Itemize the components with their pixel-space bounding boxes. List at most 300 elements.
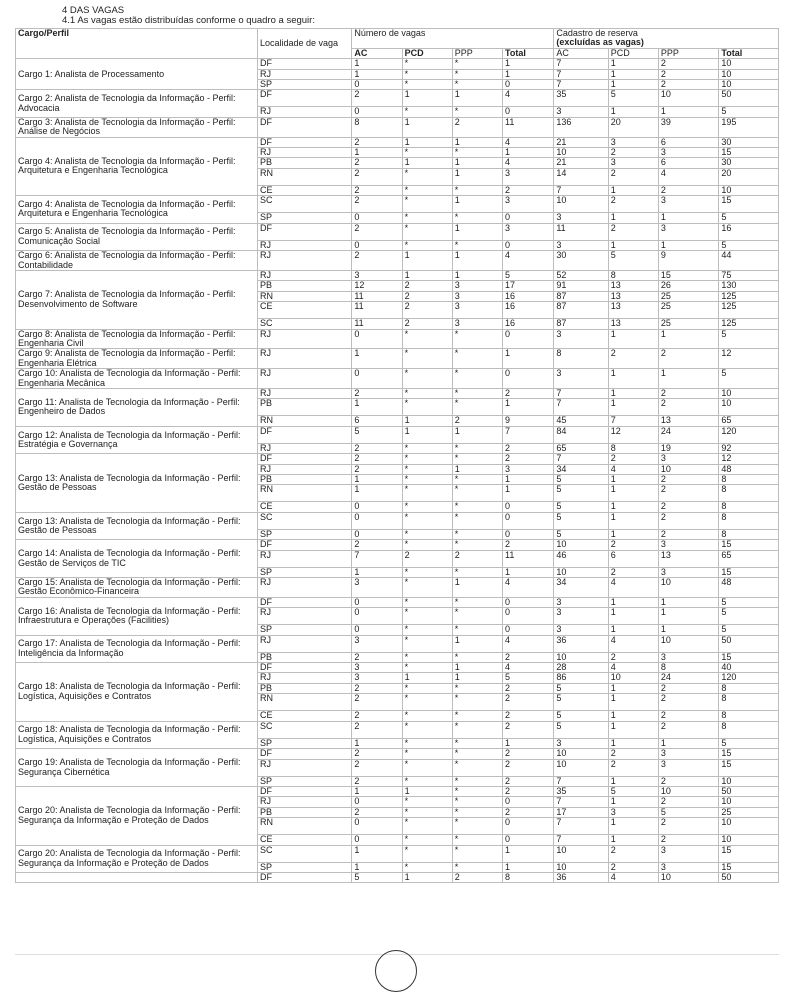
table-row xyxy=(16,196,779,213)
value-cell: * xyxy=(452,759,502,776)
localidade-cell: DF xyxy=(258,540,352,550)
value-cell: 5 xyxy=(554,475,608,485)
cargo-cell: Cargo 18: Analista de Tecnologia da Informação - Perfil: Logística, Aquisições e Contratos xyxy=(16,663,258,722)
value-cell: * xyxy=(452,388,502,398)
value-cell: * xyxy=(452,683,502,693)
value-cell: * xyxy=(402,797,452,807)
value-cell: * xyxy=(452,652,502,662)
localidade-cell: RJ xyxy=(258,550,352,567)
localidade-cell: DF xyxy=(258,786,352,796)
value-cell: * xyxy=(452,818,502,835)
value-cell: 2 xyxy=(608,749,658,759)
value-cell: 30 xyxy=(719,137,779,147)
value-cell: * xyxy=(452,240,502,250)
value-cell: 10 xyxy=(719,69,779,79)
value-cell: 13 xyxy=(658,416,719,426)
value-cell: 0 xyxy=(352,107,402,117)
value-cell: 3 xyxy=(352,673,402,683)
value-cell: * xyxy=(452,540,502,550)
value-cell: * xyxy=(452,148,502,158)
value-cell: 1 xyxy=(452,270,502,280)
cargo-cell: Cargo 1: Analista de Processamento xyxy=(16,59,258,90)
value-cell: 1 xyxy=(452,196,502,213)
value-cell: 2 xyxy=(352,464,402,474)
localidade-cell: DF xyxy=(258,872,352,882)
value-cell: 120 xyxy=(719,426,779,443)
value-cell: 0 xyxy=(352,80,402,90)
value-cell: 1 xyxy=(608,388,658,398)
table-row xyxy=(16,349,779,369)
localidade-cell: PB xyxy=(258,475,352,485)
localidade-cell: RJ xyxy=(258,251,352,271)
localidade-cell: RJ xyxy=(258,673,352,683)
table-row xyxy=(16,117,779,137)
value-cell: 1 xyxy=(608,529,658,539)
table-row xyxy=(16,749,779,759)
value-cell: 15 xyxy=(719,567,779,577)
value-cell: 0 xyxy=(352,512,402,529)
value-cell: 2 xyxy=(658,694,719,711)
localidade-cell: RJ xyxy=(258,608,352,625)
value-cell: 1 xyxy=(352,567,402,577)
value-cell: 1 xyxy=(402,786,452,796)
table-row xyxy=(16,426,779,443)
value-cell: 36 xyxy=(554,872,608,882)
value-cell: 1 xyxy=(503,59,554,69)
value-cell: 8 xyxy=(658,663,719,673)
value-cell: 3 xyxy=(554,597,608,607)
localidade-cell: RJ xyxy=(258,797,352,807)
value-cell: 13 xyxy=(658,550,719,567)
value-cell: 10 xyxy=(658,90,719,107)
localidade-cell: PB xyxy=(258,652,352,662)
value-cell: 1 xyxy=(658,738,719,748)
value-cell: 5 xyxy=(554,529,608,539)
header-vagas-ac: AC xyxy=(352,48,402,58)
value-cell: 5 xyxy=(554,711,608,721)
section-title: 4 DAS VAGAS xyxy=(62,5,125,16)
value-cell: 0 xyxy=(503,818,554,835)
value-cell: 15 xyxy=(719,540,779,550)
value-cell: 1 xyxy=(658,107,719,117)
value-cell: 1 xyxy=(503,738,554,748)
value-cell: * xyxy=(452,711,502,721)
value-cell: 15 xyxy=(719,196,779,213)
value-cell: * xyxy=(402,608,452,625)
value-cell: 0 xyxy=(352,240,402,250)
value-cell: * xyxy=(402,663,452,673)
value-cell: 2 xyxy=(658,185,719,195)
localidade-cell: PB xyxy=(258,399,352,416)
localidade-cell: SC xyxy=(258,721,352,738)
value-cell: 1 xyxy=(608,625,658,635)
value-cell: 3 xyxy=(658,540,719,550)
value-cell: * xyxy=(402,776,452,786)
value-cell: 4 xyxy=(503,158,554,168)
localidade-cell: PB xyxy=(258,807,352,817)
value-cell: 19 xyxy=(658,443,719,453)
value-cell: 10 xyxy=(719,388,779,398)
value-cell: 2 xyxy=(658,69,719,79)
value-cell: * xyxy=(402,399,452,416)
value-cell: * xyxy=(452,807,502,817)
value-cell: 16 xyxy=(719,223,779,240)
value-cell: 3 xyxy=(658,454,719,464)
table-row xyxy=(16,329,779,349)
value-cell: 8 xyxy=(608,443,658,453)
value-cell: 5 xyxy=(503,270,554,280)
value-cell: 1 xyxy=(452,251,502,271)
value-cell: * xyxy=(452,749,502,759)
value-cell: 10 xyxy=(554,196,608,213)
value-cell: * xyxy=(452,529,502,539)
localidade-cell: SP xyxy=(258,738,352,748)
value-cell: 12 xyxy=(352,281,402,291)
value-cell: * xyxy=(452,625,502,635)
value-cell: 3 xyxy=(658,862,719,872)
cargo-cell xyxy=(16,872,258,882)
value-cell: 3 xyxy=(352,578,402,598)
cargo-cell: Cargo 17: Analista de Tecnologia da Informação - Perfil: Inteligência da Informação xyxy=(16,635,258,662)
value-cell: 2 xyxy=(352,694,402,711)
value-cell: 0 xyxy=(352,797,402,807)
value-cell: 1 xyxy=(352,349,402,369)
value-cell: 8 xyxy=(608,270,658,280)
value-cell: 2 xyxy=(608,148,658,158)
value-cell: 2 xyxy=(503,776,554,786)
value-cell: 2 xyxy=(608,223,658,240)
value-cell: 5 xyxy=(719,107,779,117)
value-cell: 1 xyxy=(402,117,452,137)
value-cell: * xyxy=(402,529,452,539)
value-cell: 1 xyxy=(608,797,658,807)
value-cell: 39 xyxy=(658,117,719,137)
value-cell: 1 xyxy=(608,69,658,79)
value-cell: 3 xyxy=(658,749,719,759)
value-cell: 1 xyxy=(608,399,658,416)
localidade-cell: RJ xyxy=(258,349,352,369)
value-cell: 2 xyxy=(608,540,658,550)
value-cell: 35 xyxy=(554,786,608,796)
value-cell: 195 xyxy=(719,117,779,137)
value-cell: 46 xyxy=(554,550,608,567)
value-cell: 2 xyxy=(352,251,402,271)
value-cell: 3 xyxy=(352,270,402,280)
localidade-cell: SC xyxy=(258,845,352,862)
localidade-cell: RJ xyxy=(258,635,352,652)
value-cell: * xyxy=(402,567,452,577)
localidade-cell: SC xyxy=(258,196,352,213)
value-cell: 5 xyxy=(719,369,779,389)
table-row xyxy=(16,721,779,738)
localidade-cell: SP xyxy=(258,625,352,635)
value-cell: 2 xyxy=(503,443,554,453)
value-cell: 1 xyxy=(608,776,658,786)
value-cell: 3 xyxy=(658,759,719,776)
value-cell: 1 xyxy=(402,251,452,271)
value-cell: 8 xyxy=(719,529,779,539)
value-cell: 45 xyxy=(554,416,608,426)
value-cell: 25 xyxy=(719,807,779,817)
value-cell: 3 xyxy=(554,625,608,635)
value-cell: 17 xyxy=(503,281,554,291)
value-cell: 3 xyxy=(503,223,554,240)
header-cadastro-label: Cadastro de reserva xyxy=(556,28,638,38)
value-cell: 12 xyxy=(719,349,779,369)
table-row xyxy=(16,872,779,882)
value-cell: 1 xyxy=(402,426,452,443)
header-localidade: Localidade de vaga xyxy=(258,29,352,59)
value-cell: 16 xyxy=(503,302,554,319)
header-cr-pcd: PCD xyxy=(608,48,658,58)
value-cell: * xyxy=(452,786,502,796)
value-cell: 9 xyxy=(503,416,554,426)
value-cell: 125 xyxy=(719,291,779,301)
value-cell: * xyxy=(402,69,452,79)
value-cell: 0 xyxy=(352,835,402,845)
value-cell: 0 xyxy=(503,529,554,539)
value-cell: 0 xyxy=(352,502,402,512)
value-cell: 1 xyxy=(452,426,502,443)
value-cell: 1 xyxy=(658,329,719,349)
value-cell: 20 xyxy=(719,168,779,185)
value-cell: 1 xyxy=(658,213,719,223)
value-cell: 10 xyxy=(719,80,779,90)
value-cell: 16 xyxy=(503,291,554,301)
value-cell: 2 xyxy=(503,786,554,796)
value-cell: 0 xyxy=(352,329,402,349)
value-cell: 1 xyxy=(352,738,402,748)
value-cell: 1 xyxy=(452,158,502,168)
value-cell: 1 xyxy=(402,90,452,107)
value-cell: 87 xyxy=(554,302,608,319)
localidade-cell: RJ xyxy=(258,759,352,776)
value-cell: 13 xyxy=(608,281,658,291)
value-cell: 1 xyxy=(658,625,719,635)
localidade-cell: SP xyxy=(258,80,352,90)
value-cell: 2 xyxy=(608,845,658,862)
table-row xyxy=(16,90,779,107)
localidade-cell: DF xyxy=(258,90,352,107)
value-cell: * xyxy=(402,711,452,721)
value-cell: 1 xyxy=(452,663,502,673)
value-cell: 6 xyxy=(658,137,719,147)
value-cell: * xyxy=(402,835,452,845)
value-cell: 10 xyxy=(608,673,658,683)
value-cell: * xyxy=(402,485,452,502)
table-body xyxy=(16,59,779,883)
value-cell: 3 xyxy=(452,291,502,301)
value-cell: 3 xyxy=(658,196,719,213)
table-row xyxy=(16,663,779,673)
value-cell: 87 xyxy=(554,291,608,301)
value-cell: * xyxy=(402,196,452,213)
value-cell: * xyxy=(402,388,452,398)
value-cell: 15 xyxy=(719,749,779,759)
value-cell: * xyxy=(452,845,502,862)
localidade-cell: PB xyxy=(258,281,352,291)
value-cell: * xyxy=(452,597,502,607)
value-cell: 1 xyxy=(352,475,402,485)
value-cell: * xyxy=(402,329,452,349)
value-cell: * xyxy=(402,475,452,485)
value-cell: 10 xyxy=(554,759,608,776)
value-cell: 2 xyxy=(352,90,402,107)
value-cell: 10 xyxy=(658,578,719,598)
value-cell: 21 xyxy=(554,158,608,168)
value-cell: 16 xyxy=(503,319,554,329)
value-cell: 0 xyxy=(503,240,554,250)
value-cell: 1 xyxy=(608,683,658,693)
value-cell: 1 xyxy=(352,485,402,502)
value-cell: 5 xyxy=(719,625,779,635)
value-cell: 3 xyxy=(658,652,719,662)
value-cell: 2 xyxy=(658,349,719,369)
vacancies-table xyxy=(15,28,779,883)
table-row xyxy=(16,597,779,607)
value-cell: 2 xyxy=(352,223,402,240)
value-cell: * xyxy=(402,512,452,529)
localidade-cell: DF xyxy=(258,749,352,759)
header-cadastro xyxy=(554,29,779,49)
value-cell: 3 xyxy=(352,663,402,673)
value-cell: 1 xyxy=(352,59,402,69)
value-cell: 15 xyxy=(719,652,779,662)
value-cell: 4 xyxy=(608,578,658,598)
localidade-cell: RJ xyxy=(258,388,352,398)
value-cell: 34 xyxy=(554,464,608,474)
table-row xyxy=(16,512,779,529)
value-cell: 130 xyxy=(719,281,779,291)
value-cell: * xyxy=(402,759,452,776)
value-cell: 1 xyxy=(352,862,402,872)
value-cell: * xyxy=(452,475,502,485)
value-cell: 2 xyxy=(352,540,402,550)
value-cell: 48 xyxy=(719,464,779,474)
value-cell: * xyxy=(452,213,502,223)
value-cell: 1 xyxy=(608,485,658,502)
value-cell: * xyxy=(402,502,452,512)
value-cell: 1 xyxy=(402,872,452,882)
header-cr-ppp: PPP xyxy=(658,48,719,58)
localidade-cell: RJ xyxy=(258,464,352,474)
table-row xyxy=(16,845,779,862)
value-cell: 1 xyxy=(608,694,658,711)
header-vagas-pcd: PCD xyxy=(402,48,452,58)
value-cell: 5 xyxy=(719,240,779,250)
cargo-cell: Cargo 7: Analista de Tecnologia da Informação - Perfil: Desenvolvimento de Software xyxy=(16,270,258,329)
value-cell: 2 xyxy=(503,454,554,464)
cargo-cell: Cargo 13: Analista de Tecnologia da Informação - Perfil: Gestão de Pessoas xyxy=(16,454,258,513)
value-cell: 1 xyxy=(608,369,658,389)
value-cell: 65 xyxy=(719,416,779,426)
value-cell: 50 xyxy=(719,786,779,796)
value-cell: 2 xyxy=(352,185,402,195)
cargo-cell: Cargo 12: Analista de Tecnologia da Informação - Perfil: Estratégia e Governança xyxy=(16,426,258,453)
value-cell: 1 xyxy=(503,399,554,416)
value-cell: 1 xyxy=(352,148,402,158)
value-cell: 1 xyxy=(608,608,658,625)
value-cell: 9 xyxy=(658,251,719,271)
value-cell: 40 xyxy=(719,663,779,673)
localidade-cell: RN xyxy=(258,818,352,835)
value-cell: 10 xyxy=(719,818,779,835)
value-cell: 2 xyxy=(503,759,554,776)
value-cell: 2 xyxy=(352,168,402,185)
value-cell: 3 xyxy=(352,635,402,652)
value-cell: 2 xyxy=(352,158,402,168)
value-cell: 0 xyxy=(352,597,402,607)
value-cell: 2 xyxy=(503,388,554,398)
value-cell: 4 xyxy=(503,251,554,271)
header-vagas-ppp: PPP xyxy=(452,48,502,58)
cargo-cell: Cargo 4: Analista de Tecnologia da Informação - Perfil: Arquitetura e Engenharia Tecnológica xyxy=(16,137,258,196)
localidade-cell: SC xyxy=(258,512,352,529)
value-cell: 1 xyxy=(608,59,658,69)
value-cell: 1 xyxy=(608,475,658,485)
value-cell: 5 xyxy=(554,502,608,512)
value-cell: 2 xyxy=(352,443,402,453)
value-cell: * xyxy=(452,185,502,195)
cargo-cell: Cargo 11: Analista de Tecnologia da Informação - Perfil: Engenheiro de Dados xyxy=(16,388,258,426)
value-cell: 2 xyxy=(608,349,658,369)
value-cell: 0 xyxy=(503,107,554,117)
value-cell: * xyxy=(452,502,502,512)
localidade-cell: DF xyxy=(258,663,352,673)
value-cell: 3 xyxy=(608,807,658,817)
value-cell: 3 xyxy=(554,738,608,748)
value-cell: 11 xyxy=(352,291,402,301)
value-cell: 1 xyxy=(608,835,658,845)
value-cell: 10 xyxy=(719,185,779,195)
value-cell: 10 xyxy=(719,776,779,786)
value-cell: 14 xyxy=(554,168,608,185)
localidade-cell: RN xyxy=(258,416,352,426)
value-cell: 10 xyxy=(554,749,608,759)
value-cell: 0 xyxy=(352,625,402,635)
value-cell: 1 xyxy=(402,416,452,426)
value-cell: 4 xyxy=(503,663,554,673)
value-cell: 15 xyxy=(658,270,719,280)
value-cell: 7 xyxy=(554,185,608,195)
value-cell: 1 xyxy=(658,608,719,625)
cargo-cell: Cargo 3: Analista de Tecnologia da Informação - Perfil: Análise de Negócios xyxy=(16,117,258,137)
value-cell: 13 xyxy=(608,319,658,329)
localidade-cell: RJ xyxy=(258,148,352,158)
value-cell: 3 xyxy=(658,148,719,158)
value-cell: 0 xyxy=(503,625,554,635)
table-row xyxy=(16,540,779,550)
value-cell: 7 xyxy=(554,835,608,845)
value-cell: 1 xyxy=(658,597,719,607)
localidade-cell: SP xyxy=(258,776,352,786)
value-cell: 10 xyxy=(719,399,779,416)
value-cell: 1 xyxy=(608,512,658,529)
table-row xyxy=(16,251,779,271)
value-cell: 2 xyxy=(658,721,719,738)
localidade-cell: RJ xyxy=(258,69,352,79)
value-cell: 25 xyxy=(658,319,719,329)
value-cell: 5 xyxy=(352,426,402,443)
value-cell: 5 xyxy=(352,872,402,882)
localidade-cell: RJ xyxy=(258,578,352,598)
value-cell: 5 xyxy=(608,786,658,796)
value-cell: * xyxy=(402,578,452,598)
value-cell: * xyxy=(402,443,452,453)
value-cell: 2 xyxy=(352,721,402,738)
value-cell: 3 xyxy=(554,107,608,117)
value-cell: 2 xyxy=(402,319,452,329)
